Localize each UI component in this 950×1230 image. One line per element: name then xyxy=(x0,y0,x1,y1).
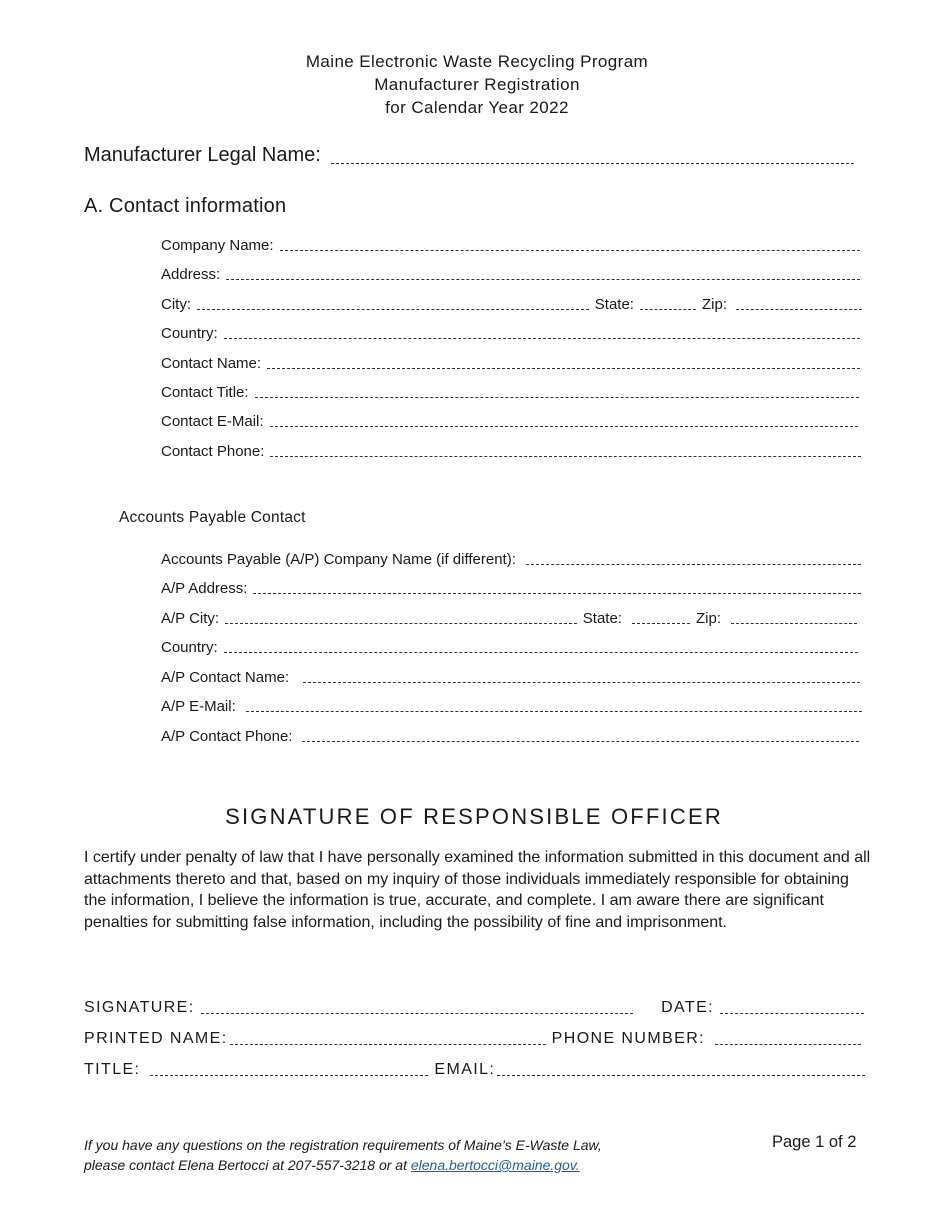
phone-number-field[interactable] xyxy=(715,1044,861,1045)
zip-label: Zip: xyxy=(701,296,727,313)
contact-name-row xyxy=(161,352,860,372)
legal-name-field[interactable] xyxy=(331,163,854,164)
contact-phone-field[interactable] xyxy=(270,456,861,457)
contact-email-link[interactable]: elena.bertocci@maine.gov. xyxy=(410,1157,580,1173)
footer-line-2 xyxy=(84,1155,602,1175)
state-field[interactable] xyxy=(640,309,696,310)
address-label: Address: xyxy=(161,266,221,283)
ap-city-field[interactable] xyxy=(225,623,577,624)
printed-name-field[interactable] xyxy=(230,1044,546,1045)
signature-section-title: SIGNATURE OF RESPONSIBLE OFFICER xyxy=(225,804,723,829)
page-number: Page 1 of 2 xyxy=(772,1133,857,1151)
signature-date-row xyxy=(84,997,864,1017)
ap-state-label: State: xyxy=(582,610,622,627)
ap-contact-name-field[interactable] xyxy=(303,682,860,683)
contact-title-field[interactable] xyxy=(255,397,859,398)
section-a-heading: A. Contact information xyxy=(84,195,287,217)
legal-name-label: Manufacturer Legal Name: xyxy=(84,144,321,166)
footer-contact-text: please contact Elena Bertocci at 207-557-3218 or at xyxy=(84,1157,411,1173)
title-field[interactable] xyxy=(150,1075,428,1076)
signature-field[interactable] xyxy=(201,1013,633,1014)
title-email-row xyxy=(84,1059,865,1079)
footer-line-1: If you have any questions on the registration requirements of Maine’s E-Waste Law, xyxy=(84,1137,602,1153)
address-row xyxy=(161,263,860,283)
ap-contact-phone-row xyxy=(161,725,859,745)
ap-city-state-zip-row xyxy=(161,607,857,627)
company-name-field[interactable] xyxy=(280,250,860,251)
ap-email-field[interactable] xyxy=(246,711,862,712)
state-label: State: xyxy=(594,296,634,313)
country-field[interactable] xyxy=(224,338,860,339)
date-label: DATE: xyxy=(661,999,714,1016)
ap-email-row xyxy=(161,695,862,715)
contact-title-label: Contact Title: xyxy=(161,384,249,401)
company-name-row xyxy=(161,234,860,254)
contact-email-label: Contact E-Mail: xyxy=(161,413,264,430)
ap-zip-field[interactable] xyxy=(731,623,857,624)
ap-country-label: Country: xyxy=(161,639,218,656)
ap-company-name-row xyxy=(161,548,861,568)
country-row xyxy=(161,322,860,342)
country-label: Country: xyxy=(161,325,218,342)
ap-zip-label: Zip: xyxy=(695,610,721,627)
contact-phone-row xyxy=(161,440,861,460)
printed-name-phone-row xyxy=(84,1028,861,1048)
ap-company-name-label: Accounts Payable (A/P) Company Name (if different): xyxy=(161,551,516,568)
phone-number-label: PHONE NUMBER: xyxy=(551,1030,705,1047)
signature-label: SIGNATURE: xyxy=(84,999,195,1016)
ap-contact-phone-field[interactable] xyxy=(302,741,859,742)
city-state-zip-row xyxy=(161,293,862,313)
date-field[interactable] xyxy=(720,1013,864,1014)
contact-email-field[interactable] xyxy=(270,426,858,427)
title-label: TITLE: xyxy=(84,1061,141,1078)
form-title-line-3: for Calendar Year 2022 xyxy=(385,98,569,117)
form-title-line-2: Manufacturer Registration xyxy=(374,75,580,94)
address-field[interactable] xyxy=(226,279,860,280)
ap-address-field[interactable] xyxy=(253,593,861,594)
contact-name-field[interactable] xyxy=(267,368,860,369)
ap-contact-name-row xyxy=(161,666,860,686)
ap-contact-name-label: A/P Contact Name: xyxy=(161,669,290,686)
contact-title-row xyxy=(161,381,859,401)
company-name-label: Company Name: xyxy=(161,237,274,254)
email-field[interactable] xyxy=(497,1075,865,1076)
legal-name-row xyxy=(84,144,860,167)
ap-country-field[interactable] xyxy=(224,652,858,653)
contact-email-row xyxy=(161,410,858,430)
ap-company-name-field[interactable] xyxy=(526,564,861,565)
ap-address-label: A/P Address: xyxy=(161,580,248,597)
contact-name-label: Contact Name: xyxy=(161,355,262,372)
printed-name-label: PRINTED NAME: xyxy=(84,1030,228,1047)
ap-contact-phone-label: A/P Contact Phone: xyxy=(161,728,293,745)
certification-statement: I certify under penalty of law that I have personally examined the information submitted in this document and all attachments thereto and that, based on my inquiry of those individuals immediately responsible for obtaining the information, I believe the information is true, accurate, and complete. I am aware there are significant penalties for submitting false information, including the possibility of fine and imprisonment. xyxy=(84,849,871,931)
ap-country-row xyxy=(161,636,858,656)
contact-phone-label: Contact Phone: xyxy=(161,443,265,460)
ap-address-row xyxy=(161,577,861,597)
footer-note xyxy=(84,1135,602,1175)
ap-state-field[interactable] xyxy=(632,623,690,624)
zip-field[interactable] xyxy=(736,309,862,310)
city-field[interactable] xyxy=(197,309,589,310)
form-title-line-1: Maine Electronic Waste Recycling Program xyxy=(305,52,649,71)
ap-email-label: A/P E-Mail: xyxy=(161,698,236,715)
ap-city-label: A/P City: xyxy=(161,610,220,627)
email-label: EMAIL: xyxy=(434,1061,496,1078)
city-label: City: xyxy=(161,296,191,313)
accounts-payable-heading: Accounts Payable Contact xyxy=(119,509,306,526)
